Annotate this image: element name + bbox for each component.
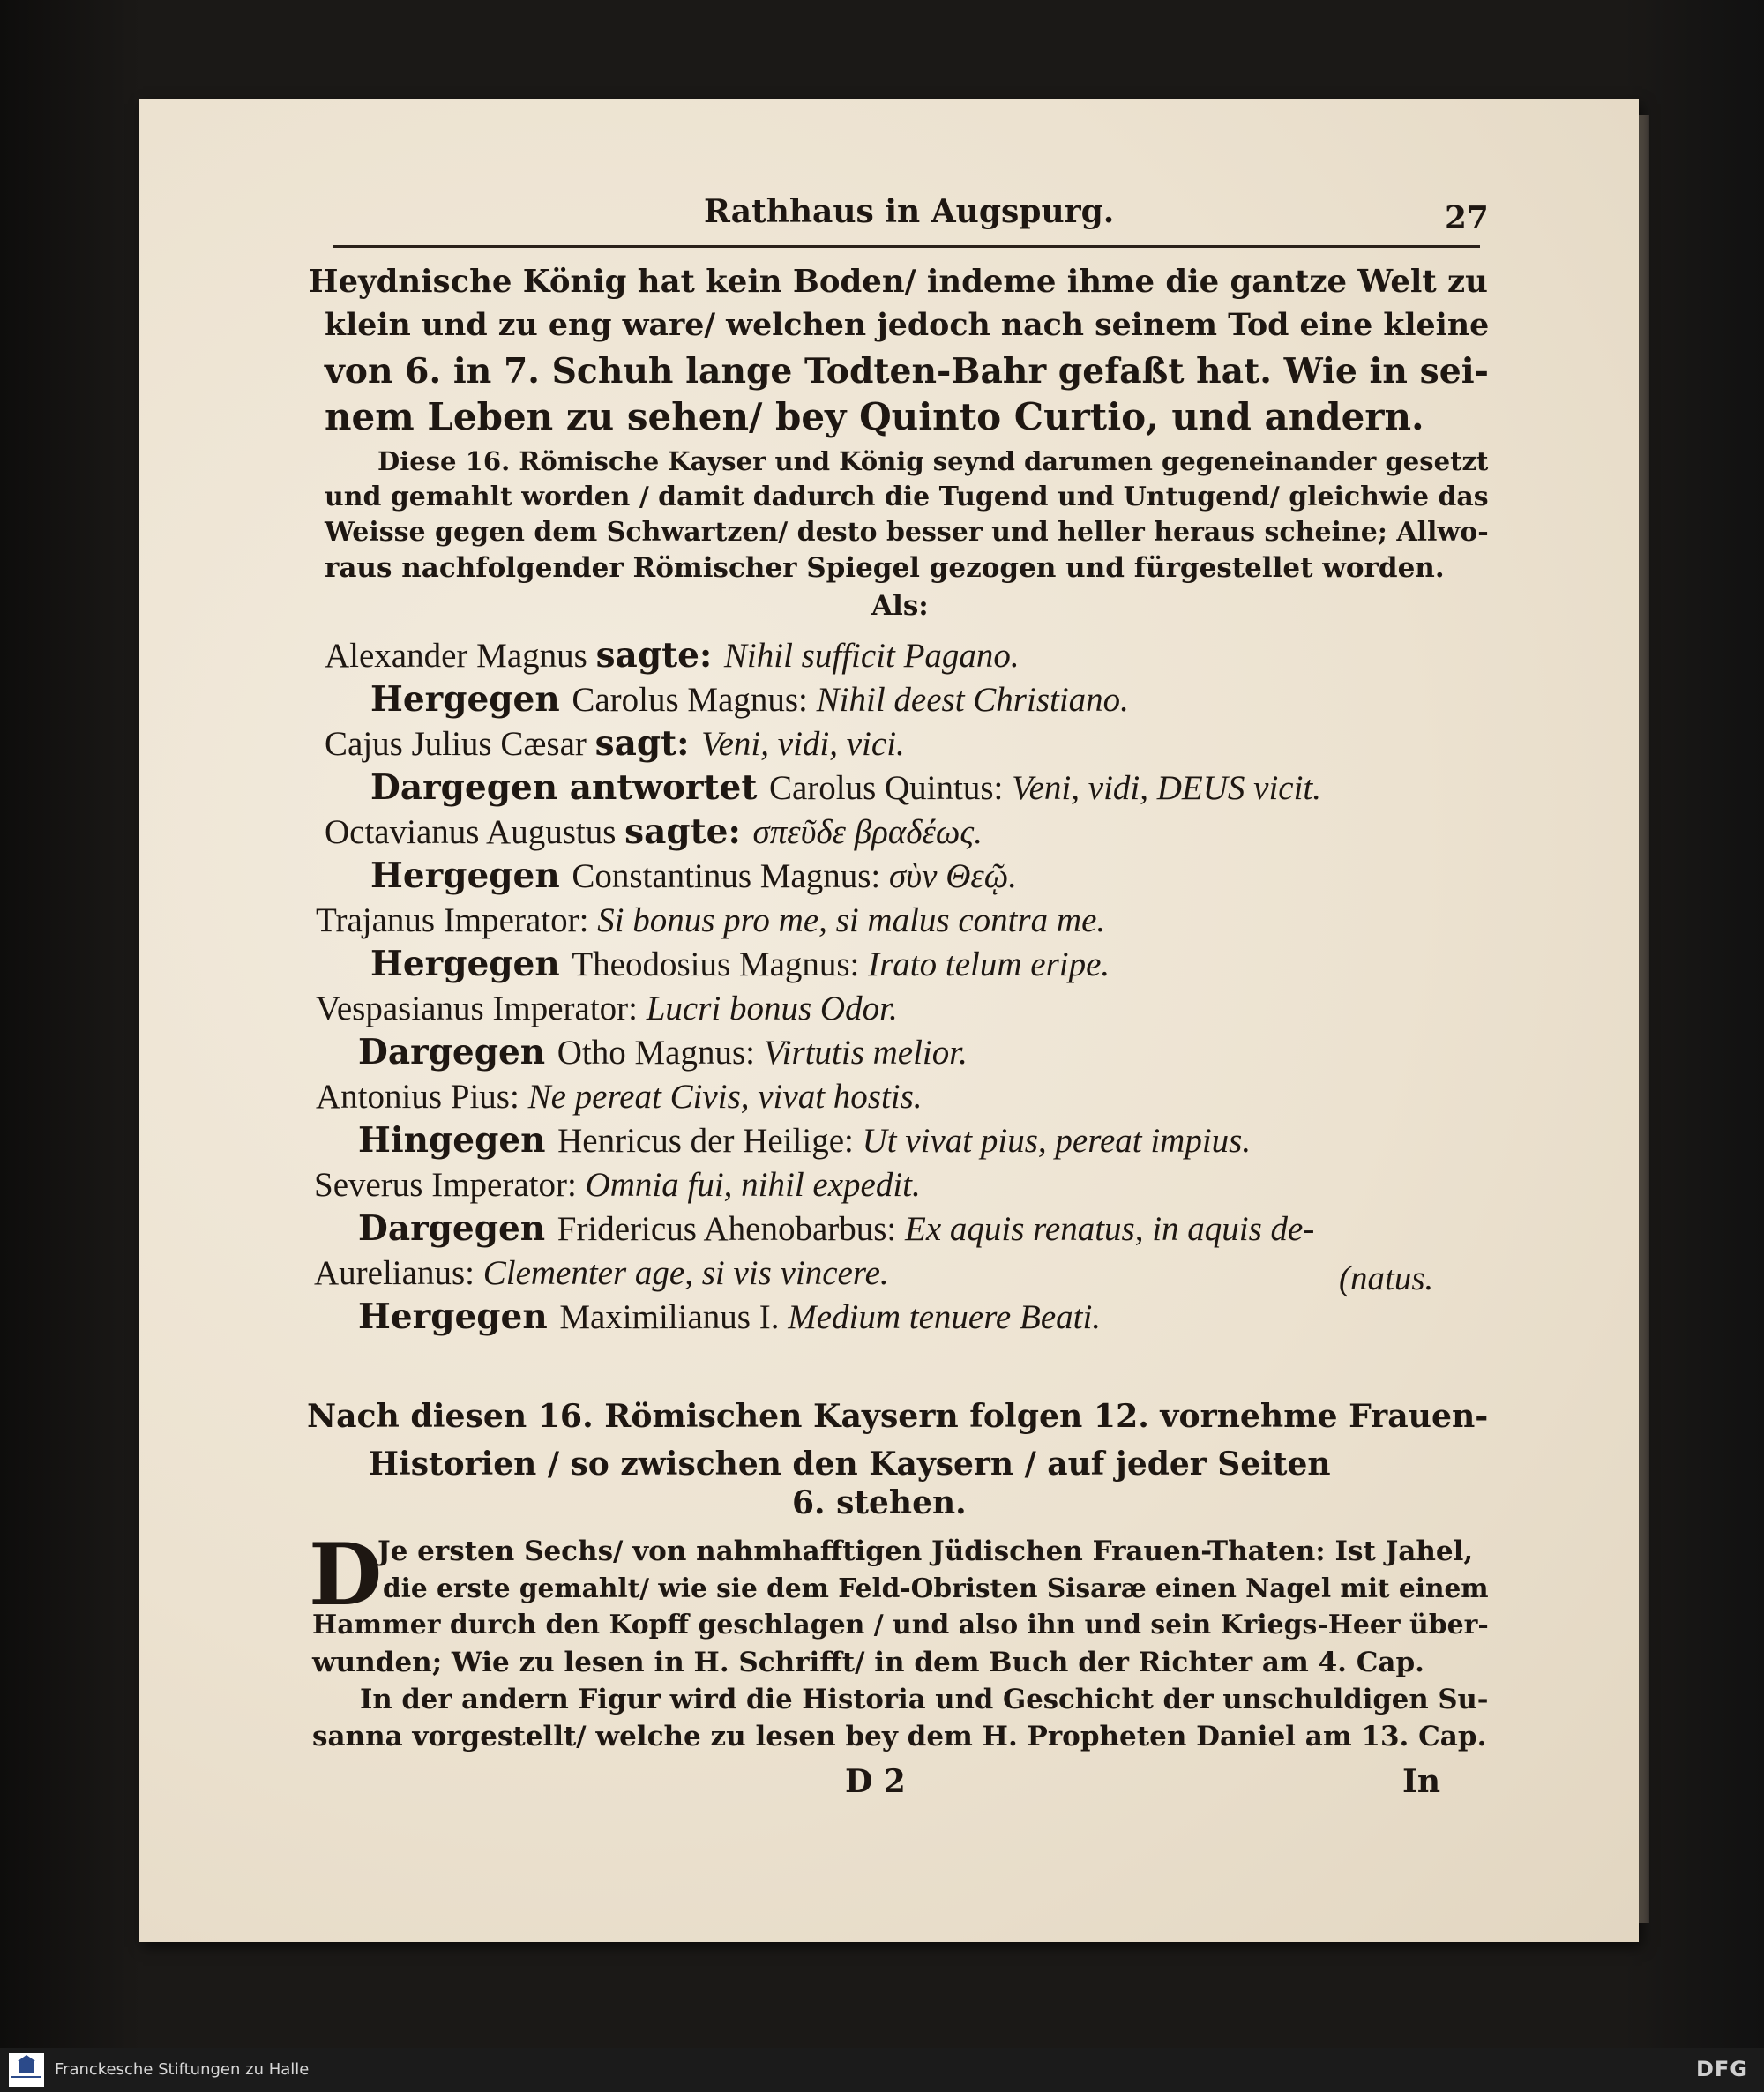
saying-name: Theodosius Magnus: [572,945,869,983]
saying-verb: Hergegen [370,679,572,720]
intro-line: Heydnische König hat kein Boden/ indeme ihme die gantze Welt zu [309,264,1488,300]
saying-quote: Clementer age, si vis vincere. [482,1254,889,1292]
institution-logo-icon [9,2053,44,2087]
saying-verb: Hergegen [370,944,572,984]
saying-quote: Ne pereat Civis, vivat hostis. [527,1078,923,1116]
saying-verb: Dargegen [358,1032,557,1072]
saying-quote: Lucri bonus Odor. [646,990,898,1027]
dfg-logo: DFG [1695,2057,1748,2081]
saying-verb: Hergegen [370,855,572,896]
saying-quote: Nihil sufficit Pagano. [723,637,1020,675]
viewer-footer [0,2048,1764,2092]
saying-quote: Si bonus pro me, si malus contra me. [597,901,1106,939]
saying-quote: σπεῦδε βραδέως. [752,813,983,851]
als-label: Als: [871,590,929,622]
saying-verb: sagte: [595,635,724,676]
saying-name: Carolus Quintus: [768,769,1013,807]
body-line: Je ersten Sechs/ von nahmhafftigen Jüdischen Frauen-Thaten: Ist Jahel, [377,1535,1474,1567]
saying-name: Cajus Julius Cæsar [325,725,595,763]
saying-name: Henricus der Heilige: [557,1122,863,1160]
paragraph-line: Diese 16. Römische Kayser und König seynd darumen gegeneinander gesetzt [377,446,1489,476]
saying-line [370,767,1322,808]
paragraph-line: und gemahlt worden / damit dadurch die Tugend und Untugend/ gleichwie das [325,482,1489,512]
paragraph-line: raus nachfolgender Römischer Spiegel gezogen und fürgestellet worden. [325,552,1445,584]
signature-mark: D 2 [845,1763,906,1800]
saying-name: Carolus Magnus: [572,681,817,719]
saying-verb: Dargegen [358,1208,557,1249]
saying-verb: Dargegen antwortet [370,767,769,808]
saying-quote: Nihil deest Christiano. [816,681,1129,719]
body-line: Hammer durch den Kopff geschlagen / und also ihn und sein Kriegs-Heer über- [312,1610,1489,1640]
drop-cap: D [309,1525,383,1625]
saying-name: Aurelianus: [314,1254,483,1292]
saying-verb: Hingegen [358,1120,558,1161]
saying-name: Maximilianus I. [559,1298,789,1336]
saying-line [370,855,1018,896]
saying-line [370,944,1110,984]
intro-line: klein und zu eng ware/ welchen jedoch nach seinem Tod eine kleine [325,307,1490,343]
body-line: die erste gemahlt/ wie sie dem Feld-Obristen Sisaræ einen Nagel mit einem [383,1573,1489,1603]
saying-quote: Ut vivat pius, pereat impius. [862,1122,1252,1160]
saying-verb: sagte: [624,811,753,852]
saying-line [325,635,1020,676]
saying-line [358,1296,1102,1337]
saying-line [316,1080,923,1114]
paragraph-line: Weisse gegen dem Schwartzen/ desto besser und heller heraus scheine; Allwo- [325,517,1489,548]
page-content [139,99,1639,1942]
saying-tail: (natus. [1339,1259,1434,1297]
saying-line [314,1256,889,1290]
saying-quote: Virtutis melior. [763,1034,968,1072]
saying-quote: Irato telum eripe. [868,945,1110,983]
running-head: Rathhaus in Augspurg. [704,193,1115,230]
saying-quote: σὺν Θεῷ. [889,857,1018,895]
saying-name: Otho Magnus: [557,1034,764,1072]
saying-line [370,679,1129,720]
saying-name: Constantinus Magnus: [572,857,889,895]
saying-quote: Omnia fui, nihil expedit. [585,1166,921,1204]
intro-line: von 6. in 7. Schuh lange Todten-Bahr gefaßt hat. Wie in sei- [325,351,1489,392]
saying-name: Fridericus Ahenobarbus: [557,1210,906,1248]
saying-line [358,1120,1252,1161]
saying-line [316,903,1105,938]
saying-line [358,1208,1315,1249]
saying-name: Vespasianus Imperator: [316,990,647,1027]
book-page [139,99,1639,1942]
catchword: In [1402,1763,1441,1800]
section-heading-line: 6. stehen. [792,1484,967,1521]
saying-line [314,1168,921,1202]
saying-quote: Ex aquis renatus, in aquis de- [905,1210,1315,1248]
intro-line: nem Leben zu sehen/ bey Quinto Curtio, und andern. [325,395,1424,438]
saying-name: Severus Imperator: [314,1166,586,1204]
saying-line [325,811,983,852]
saying-name: Trajanus Imperator: [316,901,598,939]
saying-quote: Veni, vidi, DEUS vicit. [1012,769,1322,807]
institution-name: Franckesche Stiftungen zu Halle [55,2060,310,2079]
section-heading-line: Nach diesen 16. Römischen Kaysern folgen 12. vornehme Frauen- [307,1397,1489,1435]
body-line: wunden; Wie zu lesen in H. Schrifft/ in dem Buch der Richter am 4. Cap. [312,1647,1424,1678]
saying-name: Octavianus Augustus [325,813,625,851]
section-heading-line: Historien / so zwischen den Kaysern / auf jeder Seiten [369,1446,1331,1483]
saying-line [316,991,898,1026]
header-rule [333,245,1480,248]
saying-name: Alexander Magnus [325,637,596,675]
body-line: In der andern Figur wird die Historia und Geschicht der unschuldigen Su- [360,1684,1489,1715]
saying-line [358,1032,968,1072]
saying-name: Antonius Pius: [316,1078,528,1116]
page-number: 27 [1445,199,1489,236]
saying-line [325,723,905,764]
saying-verb: Hergegen [358,1296,560,1337]
saying-quote: Veni, vidi, vici. [701,725,905,763]
saying-quote: Medium tenuere Beati. [788,1298,1102,1336]
saying-verb: sagt: [594,723,702,764]
body-line: sanna vorgestellt/ welche zu lesen bey dem H. Propheten Daniel am 13. Cap. [312,1721,1487,1752]
